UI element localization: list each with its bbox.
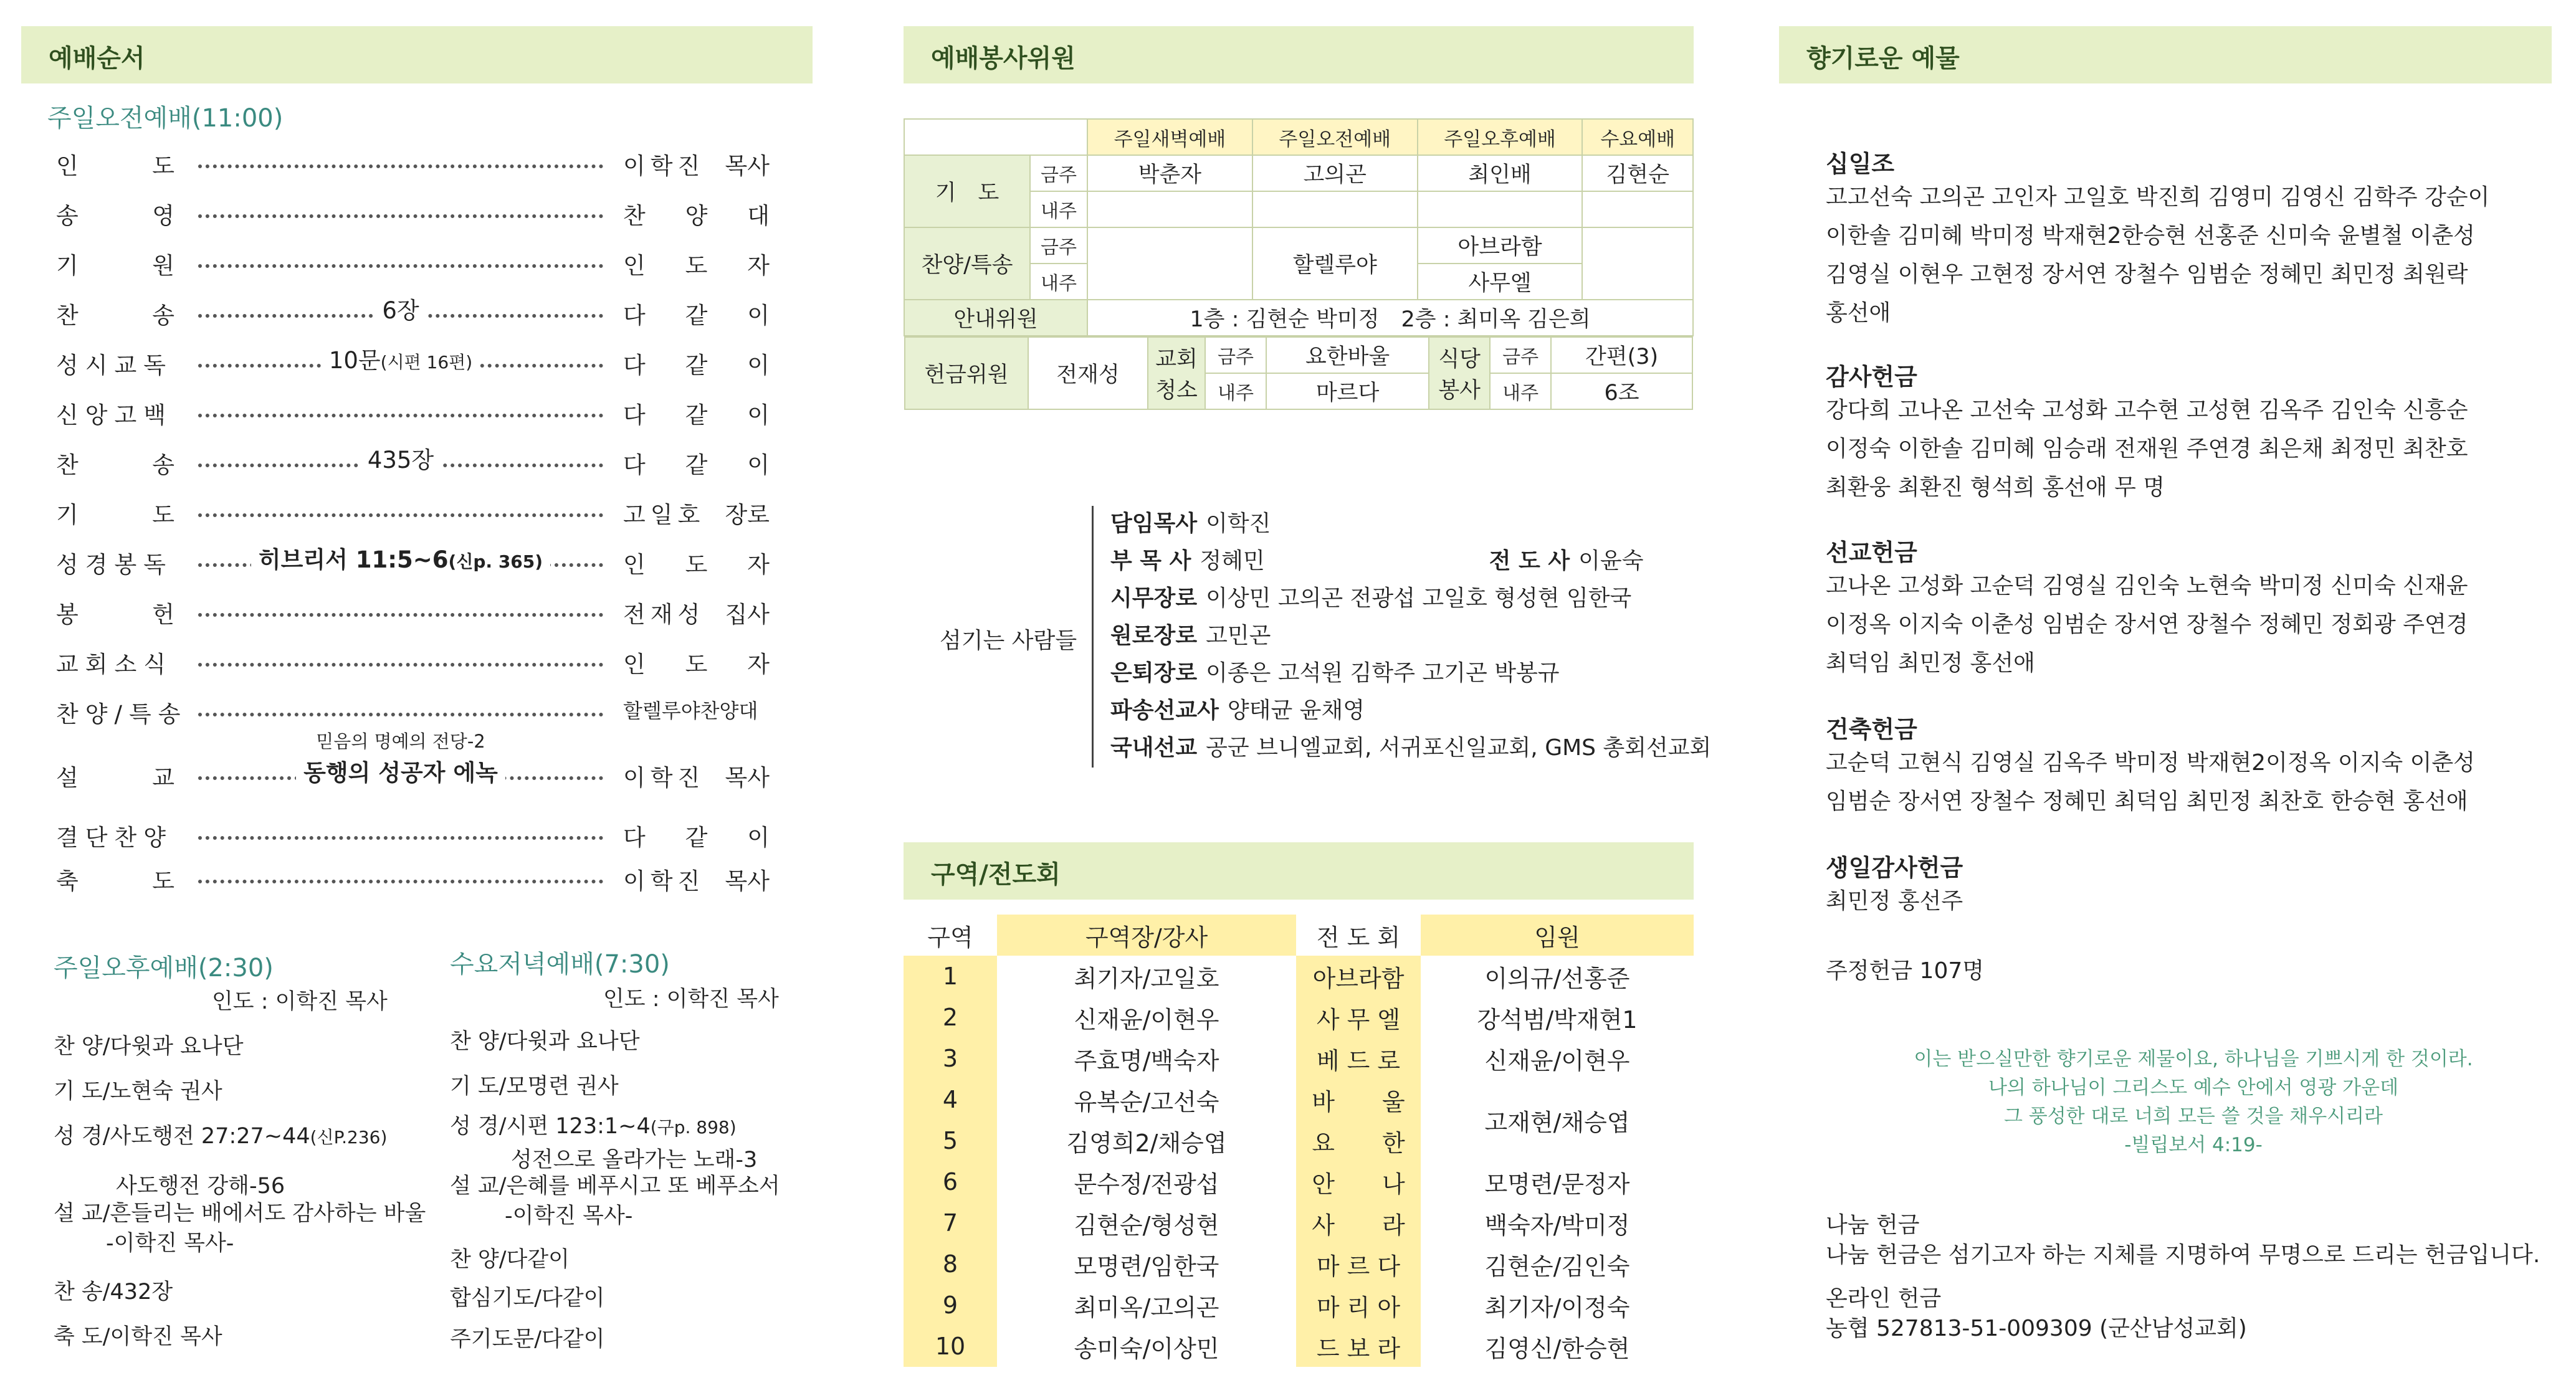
- district-row: 8 모명련/임한국 마 르 다 김현순/김인숙: [904, 1243, 1694, 1285]
- order-label: 설 교: [56, 764, 174, 791]
- leader-dots: [198, 663, 603, 667]
- wednesday-line: 합심기도/다같이: [450, 1286, 605, 1311]
- wednesday-line: 설 교/은혜를 베푸시고 또 베푸소서: [450, 1174, 780, 1199]
- order-row: [56, 546, 773, 583]
- district-row: 10 송미숙/이상민 드 보 라 김영신/한승현: [904, 1326, 1694, 1367]
- people-line: 은퇴장로 이종은 고석원 김학주 고기곤 박봉규: [1110, 660, 1560, 686]
- order-label: 축 도: [56, 868, 174, 895]
- district-row: 6 문수정/전광섭 안 나 모명련/문정자: [904, 1161, 1694, 1202]
- order-person: 인 도 자: [623, 551, 770, 578]
- leader-dots: [198, 836, 603, 840]
- wednesday-leader: 인도 : 이학진 목사: [603, 987, 779, 1012]
- prayer-label: 기 도: [904, 155, 1030, 227]
- order-row: [56, 346, 773, 384]
- afternoon-line: 설 교/흔들리는 배에서도 감사하는 바울: [54, 1201, 426, 1226]
- order-person: 고일호 장로: [623, 502, 770, 528]
- people-label: 섬기는 사람들: [940, 628, 1077, 654]
- order-detail: 435장: [198, 441, 603, 475]
- offering-names: 임범순 장서연 장철수 정혜민 최덕임 최민정 최찬호 한승현 홍선애: [1826, 789, 2468, 814]
- people-line: 국내선교 공군 브니엘교회, 서귀포신일교회, GMS 총회선교회: [1110, 735, 1712, 761]
- offering-group-title: 생일감사헌금: [1826, 854, 1963, 882]
- weekly-offering: 주정헌금 107명: [1826, 958, 1985, 984]
- order-label: 찬 송: [56, 302, 174, 329]
- order-label: 교회소식: [56, 651, 173, 678]
- order-person: 할렐루야찬양대: [623, 699, 758, 723]
- order-person: 이학진 목사: [623, 153, 770, 179]
- offering-group-title: 건축헌금: [1826, 716, 1917, 743]
- usher-label: 안내위원: [904, 300, 1087, 336]
- order-row: [56, 147, 773, 184]
- order-label: 기 도: [56, 502, 174, 528]
- header-districts: 구역/전도회: [904, 842, 1694, 900]
- offering-names: 고순덕 고현식 김영실 김옥주 박미정 박재현2이정옥 이지숙 이춘성: [1826, 750, 2475, 776]
- district-row: 9 최미옥/고의곤 마 리 아 최기자/이정숙: [904, 1285, 1694, 1326]
- order-label: 찬 송: [56, 452, 174, 478]
- district-head: 구역: [927, 923, 973, 951]
- wednesday-line: 찬 양/다윗과 요나단: [450, 1029, 640, 1054]
- people-line: 파송선교사 양태균 윤채영: [1110, 698, 1365, 723]
- order-row: [56, 446, 773, 483]
- offering-names: 김영실 이현우 고현정 장서연 장철수 임범순 정혜민 최민정 최원락: [1826, 262, 2468, 287]
- order-label: 성시교독: [56, 352, 173, 379]
- order-label: 기 원: [56, 252, 174, 279]
- order-label: 인 도: [56, 153, 174, 179]
- kitchen-label: 식당 봉사: [1429, 337, 1490, 409]
- order-person: 다 같 이: [623, 302, 770, 329]
- order-detail: 6장: [198, 292, 603, 325]
- district-row: 7 김현순/형성현 사 라 백숙자/박미정: [904, 1202, 1694, 1243]
- order-person: 전재성 집사: [623, 601, 770, 628]
- leader-dots: [198, 513, 603, 517]
- district-head: 구역장/강사: [997, 915, 1296, 956]
- order-row: [56, 396, 773, 434]
- online-title: 온라인 헌금: [1826, 1286, 1942, 1311]
- wednesday-title: 수요저녁예배(7:30): [450, 950, 670, 979]
- people-line: 시무장로 이상민 고의곤 전광섭 고일호 형성현 임한국: [1110, 586, 1632, 611]
- people-line: 부 목 사 정혜민 전 도 사 이윤숙: [1110, 548, 1644, 574]
- leader-dots: [198, 164, 603, 168]
- afternoon-line: 축 도/이학진 목사: [54, 1324, 222, 1349]
- district-row: 4 유복순/고선숙 바 울 고재현/채승엽: [904, 1079, 1694, 1120]
- wednesday-line: -이학진 목사-: [505, 1204, 633, 1229]
- usher-names: 1층 : 김현순 박미정 2층 : 최미옥 김은희: [1087, 300, 1693, 336]
- afternoon-line: -이학진 목사-: [106, 1231, 234, 1256]
- district-head: 전 도 회: [1316, 923, 1401, 951]
- offering-names: 이정숙 이한솔 김미혜 임승래 전재원 주연경 최은채 최정민 최찬호: [1826, 436, 2468, 462]
- order-row: [56, 731, 773, 796]
- col-head: 수요예배: [1582, 119, 1693, 155]
- share-title: 나눔 헌금: [1826, 1212, 1920, 1238]
- offering-group-title: 선교헌금: [1826, 539, 1917, 566]
- offering-label: 헌금위원: [905, 337, 1028, 409]
- order-person: 찬 양 대: [623, 202, 770, 229]
- order-person: 이학진 목사: [623, 868, 770, 895]
- offering-names: 최덕임 최민정 홍선애: [1826, 650, 2035, 676]
- people-line: 원로장로 고민곤: [1110, 623, 1271, 649]
- order-label: 송 영: [56, 202, 174, 229]
- leader-dots: [198, 214, 603, 218]
- offering-names: 최민정 홍선주: [1826, 888, 1963, 914]
- offering-names: 강다희 고나온 고선숙 고성화 고수현 고성현 김옥주 김인숙 신흥순: [1826, 397, 2468, 423]
- offering-group-title: 십일조: [1826, 150, 1895, 178]
- order-label: 찬양/특송: [56, 701, 188, 728]
- afternoon-line: 기 도/노현숙 권사: [54, 1079, 222, 1104]
- offering-names: 이정옥 이지숙 이춘성 임범순 장서연 장철수 정혜민 정회광 주연경: [1826, 612, 2468, 637]
- afternoon-line: 찬 양/다윗과 요나단: [54, 1034, 244, 1059]
- order-label: 성경봉독: [56, 551, 173, 578]
- district-row: 3 주효명/백숙자 베 드 로 신재윤/이현우: [904, 1038, 1694, 1079]
- header-offerings: 향기로운 예물: [1779, 26, 2552, 83]
- order-detail: 10문(시편 16편): [198, 341, 603, 375]
- order-person: 인 도 자: [623, 252, 770, 279]
- order-row: [56, 695, 773, 733]
- scripture-verse: 이는 받으실만한 향기로운 제물이요, 하나님을 기쁘시게 한 것이라. 나의 하나님이 그리스도 예수 안에서 영광 가운데 그 풍성한 대로 너희 모든 쓸 것을 채우시리라 -빌립보서 4:19-: [1914, 1048, 2473, 1156]
- col-head: 주일오전예배: [1252, 119, 1418, 155]
- afternoon-line: 성 경/사도행전 27:27~44(신P.236): [54, 1124, 388, 1149]
- district-row: 2 신재윤/이현우 사 무 엘 강석범/박재현1: [904, 997, 1694, 1038]
- wednesday-series: 성전으로 올라가는 노래-3: [511, 1148, 758, 1172]
- order-person: 다 같 이: [623, 824, 770, 851]
- order-label: 신앙고백: [56, 402, 173, 429]
- order-row: [56, 197, 773, 234]
- district-row: 5 김영희2/채승엽 요 한: [904, 1120, 1694, 1161]
- order-person: 다 같 이: [623, 352, 770, 379]
- header-order: 예배순서: [21, 26, 813, 83]
- order-person: 인 도 자: [623, 651, 770, 678]
- wednesday-line: 성 경/시편 123:1~4(구p. 898): [450, 1114, 737, 1139]
- offering-names: 홍선애: [1826, 300, 1891, 326]
- leader-dots: [198, 713, 603, 716]
- morning-title: 주일오전예배(11:00): [47, 104, 284, 133]
- people-line: 담임목사 이학진: [1110, 511, 1271, 536]
- offering-names: 고고선숙 고의곤 고인자 고일호 박진희 김영미 김영신 김학주 강순이: [1826, 184, 2490, 210]
- offering-person: 전재성: [1028, 337, 1148, 409]
- offering-names: 이한솔 김미혜 박미정 박재현2한승현 선홍준 신미숙 윤별철 이춘성: [1826, 223, 2475, 249]
- clean-label: 교회 청소: [1148, 337, 1205, 409]
- afternoon-series: 사도행전 강해-56: [116, 1174, 285, 1199]
- afternoon-title: 주일오후예배(2:30): [54, 954, 274, 982]
- order-row: [56, 596, 773, 633]
- praise-label: 찬양/특송: [904, 227, 1030, 300]
- col-head: 주일새벽예배: [1087, 119, 1252, 155]
- col-head: 주일오후예배: [1418, 119, 1583, 155]
- order-label: 결단찬양: [56, 824, 173, 851]
- order-row: [56, 645, 773, 683]
- online-account: 농협 527813-51-009309 (군산남성교회): [1826, 1316, 2247, 1341]
- leader-dots: [198, 414, 603, 417]
- wednesday-line: 기 도/모명련 권사: [450, 1074, 619, 1099]
- district-head: 임원: [1421, 915, 1694, 956]
- order-row: [56, 819, 773, 856]
- district-row: 1 최기자/고일호 아브라함 이의규/선홍준: [904, 956, 1694, 997]
- wednesday-line: 주기도문/다같이: [450, 1327, 605, 1352]
- offering-names: 최환웅 최환진 형석희 홍선애 무 명: [1826, 475, 2165, 500]
- order-row: [56, 247, 773, 284]
- people-bracket: [1092, 506, 1094, 768]
- order-person: 다 같 이: [623, 402, 770, 429]
- leader-dots: [198, 264, 603, 268]
- servants-table: 주일새벽예배 주일오전예배 주일오후예배 수요예배 기 도 금주 박춘자 고의곤 최인배 김현순 내주 찬양/특송 금주 할렐루야 아브라함 내주 사무엘 안내위원 1층 : 김현순 박미정 2층 : 최미옥 김은희 헌금위원 전재성 교회 청소 금주 요한바울 식당 봉사 금주 간편(3) 내주 마르다 내주 6조: [904, 118, 1694, 410]
- order-row: [56, 297, 773, 334]
- offering-names: 고나온 고성화 고순덕 김영실 김인숙 노현숙 박미정 신미숙 신재윤: [1826, 573, 2468, 599]
- order-row: [56, 862, 773, 900]
- order-detail: 히브리서 11:5~6(신p. 365): [198, 541, 603, 574]
- order-person: 다 같 이: [623, 452, 770, 478]
- district-table: [904, 915, 1694, 1367]
- offering-group-title: 감사헌금: [1826, 363, 1917, 391]
- afternoon-leader: 인도 : 이학진 목사: [212, 989, 388, 1014]
- header-servants: 예배봉사위원: [904, 26, 1694, 83]
- sermon-series: 믿음의 명예의 전당-2: [316, 731, 485, 752]
- order-person: 이학진 목사: [623, 764, 770, 791]
- afternoon-line: 찬 송/432장: [54, 1280, 173, 1305]
- order-detail: 동행의 성공자 에녹: [198, 754, 603, 787]
- leader-dots: [198, 613, 603, 617]
- leader-dots: [198, 880, 603, 883]
- share-text: 나눔 헌금은 섬기고자 하는 지체를 지명하여 무명으로 드리는 헌금입니다.: [1826, 1242, 2540, 1268]
- wednesday-line: 찬 양/다같이: [450, 1247, 570, 1272]
- order-label: 봉 헌: [56, 601, 174, 628]
- order-row: [56, 496, 773, 533]
